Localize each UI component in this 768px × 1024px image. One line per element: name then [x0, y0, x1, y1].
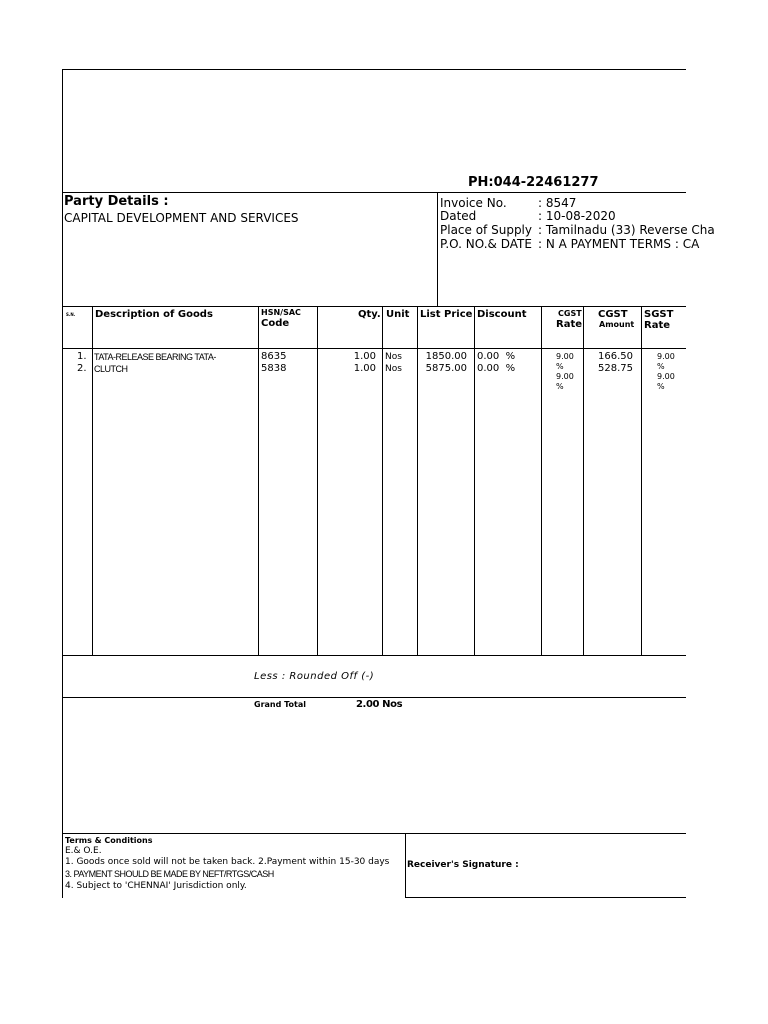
po-value: : N A PAYMENT TERMS : CA	[538, 237, 700, 251]
row-sn: 2.	[77, 363, 87, 374]
signature-divider-line	[405, 833, 406, 898]
row-cgst-amount: 166.50	[598, 351, 633, 362]
row-list-price: 5875.00	[425, 363, 467, 374]
rounded-off-label: Less : Rounded Off (-)	[254, 671, 375, 682]
terms-line: 1. Goods once sold will not be taken back. 2.Payment within 15-30 days	[65, 857, 390, 867]
place-of-supply-label: Place of Supply	[440, 223, 532, 237]
col-line-qty	[382, 306, 383, 656]
header-cgst-amount-top: CGST	[598, 309, 628, 320]
dated-value: : 10-08-2020	[538, 209, 616, 223]
party-heading: Party Details :	[64, 194, 169, 209]
terms-top-line	[62, 833, 686, 834]
receiver-signature-label: Receiver's Signature :	[407, 860, 519, 870]
table-bottom-line	[62, 655, 686, 656]
row-discount: 0.00 %	[477, 351, 516, 362]
header-qty: Qty.	[358, 309, 381, 320]
terms-line: E.& O.E.	[65, 846, 102, 856]
col-line-cgst-amount	[641, 306, 642, 656]
col-line-price	[474, 306, 475, 656]
row-qty: 1.00	[353, 363, 376, 374]
row-cgst-rate-pct: %	[556, 382, 564, 391]
header-hsn-bottom: Code	[261, 318, 290, 329]
po-label: P.O. NO.& DATE	[440, 237, 532, 251]
table-header-bottom-line	[62, 348, 686, 349]
party-divider-line	[437, 192, 438, 307]
header-sn: S.N.	[66, 312, 76, 317]
row-discount: 0.00 %	[477, 363, 516, 374]
row-description: CLUTCH	[94, 364, 128, 374]
col-line-hsn	[317, 306, 318, 656]
header-sgst-rate-bottom: Rate	[644, 320, 671, 331]
row-sgst-rate-pct: %	[657, 382, 665, 391]
row-description: TATA-RELEASE BEARING TATA-	[94, 352, 216, 362]
row-sgst-rate-pct: %	[657, 362, 665, 371]
row-hsn: 5838	[261, 363, 287, 374]
row-cgst-amount: 528.75	[598, 363, 633, 374]
row-unit: Nos	[385, 364, 402, 374]
col-line-discount	[541, 306, 542, 656]
invoice-no-value: : 8547	[538, 196, 577, 210]
header-discount: Discount	[477, 309, 527, 320]
col-line-cgst-rate	[583, 306, 584, 656]
terms-heading: Terms & Conditions	[65, 836, 153, 845]
row-cgst-rate-pct: %	[556, 362, 564, 371]
row-hsn: 8635	[261, 351, 287, 362]
rounded-off-bottom-line	[62, 697, 686, 698]
party-name: CAPITAL DEVELOPMENT AND SERVICES	[64, 211, 299, 225]
row-sgst-rate: 9.00	[657, 352, 675, 361]
row-list-price: 1850.00	[425, 351, 467, 362]
header-unit: Unit	[386, 309, 410, 320]
table-top-line	[62, 306, 686, 307]
col-line-unit	[417, 306, 418, 656]
phone-number: PH:044-22461277	[468, 175, 599, 190]
terms-line: 3. PAYMENT SHOULD BE MADE BY NEFT/RTGS/CASH	[65, 869, 274, 879]
header-sgst-rate-top: SGST	[644, 309, 674, 320]
frame-top-line	[62, 69, 686, 70]
col-line-desc	[258, 306, 259, 656]
grand-total-qty: 2.00 Nos	[356, 699, 403, 710]
grand-total-label: Grand Total	[254, 700, 306, 709]
signature-bottom-line	[405, 897, 686, 898]
header-cgst-amount-bottom: Amount	[599, 320, 635, 329]
dated-label: Dated	[440, 209, 477, 223]
header-cgst-rate-top: CGST	[558, 309, 582, 318]
header-description: Description of Goods	[95, 309, 213, 320]
invoice-no-label: Invoice No.	[440, 196, 507, 210]
party-top-line	[62, 192, 686, 193]
place-of-supply-value: : Tamilnadu (33) Reverse Cha	[538, 223, 715, 237]
col-line-sn	[92, 306, 93, 656]
row-unit: Nos	[385, 352, 402, 362]
frame-left-line	[62, 69, 63, 898]
row-cgst-rate: 9.00	[556, 372, 574, 381]
terms-line: 4. Subject to 'CHENNAI' Jurisdiction only.	[65, 881, 247, 891]
row-cgst-rate: 9.00	[556, 352, 574, 361]
header-hsn-top: HSN/SAC	[261, 308, 301, 317]
row-sn: 1.	[77, 351, 87, 362]
row-sgst-rate: 9.00	[657, 372, 675, 381]
row-qty: 1.00	[353, 351, 376, 362]
header-cgst-rate-bottom: Rate	[556, 319, 583, 330]
header-list-price: List Price	[420, 309, 473, 320]
